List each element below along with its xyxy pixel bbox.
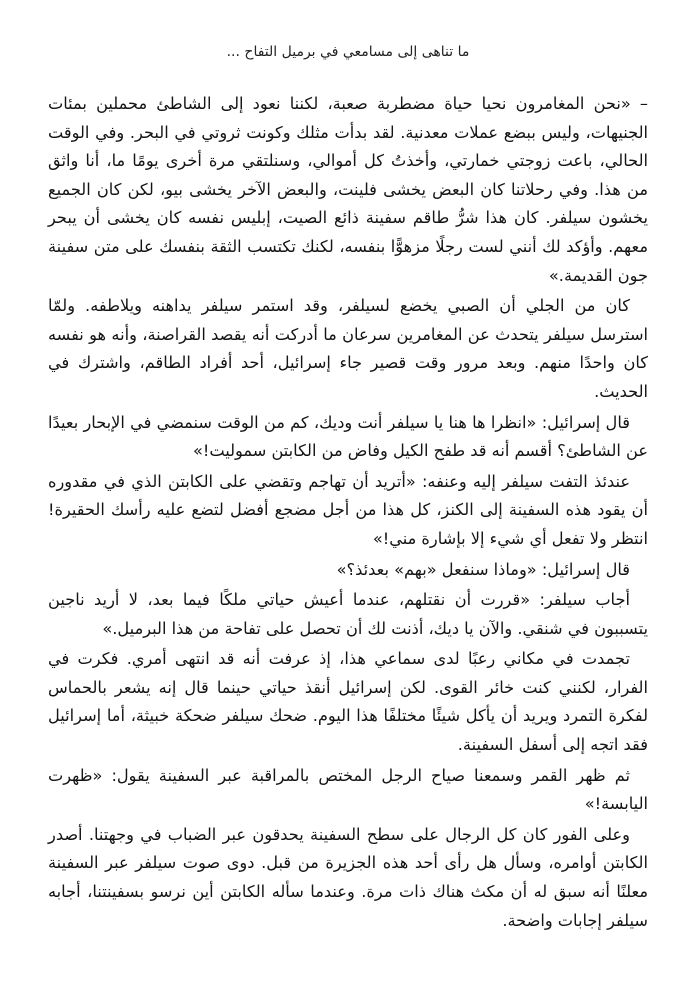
paragraph-4: عندئذ التفت سيلفر إليه وعنفه: «أتريد أن تهاجم وتقضي على الكابتن الذي في مقدوره أن يقود هذه السفينة إلى الكنز، كل هذا من أجل مضجع أفضل لتضع عليه رأسك الحقيرة! انتظر ولا تفعل أي شيء إلا بإشارة مني!»: [48, 471, 648, 548]
paragraph-1: – «نحن المغامرون نحيا حياة مضطربة صعبة، لكننا نعود إلى الشاطئ محملين بمئات الجنيهات، وليس ببضع عملات معدنية. لقد بدأت مثلك وكونت ثروتي في البحر. وفي الوقت الحالي، باعت زوجتي خمارتي، وأخذتُ كل أموالي، وسنلتقي مرة أخرى يومًا ما، أنا واثق من هذا. وفي رحلاتنا كان البعض يخشى فلينت، والبعض الآخر يخشى بيو، لكن كان الجميع يخشون سيلفر. كان هذا شرُّ طاقم سفينة ذائع الصيت، إبليس نفسه كان يخشى أن يبحر معهم. وأؤكد لك أنني لست رجلًا مزهوًّا بنفسه، لكنك تكتسب الثقة بنفسك على متن سفينة جون القديمة.»: [48, 94, 648, 285]
paragraph-7: تجمدت في مكاني رعبًا لدى سماعي هذا، إذ عرفت أنه قد انتهى أمري. فكرت في الفرار، لكنني كنت خائر القوى. لكن إسرائيل أنقذ حياتي حينما قال إنه يشعر بالحماس لفكرة التمرد ويريد أن يأكل شيئًا مختلفًا هذا اليوم. ضحك سيلفر ضحكة خبيثة، أما إسرائيل فقد اتجه إلى أسفل السفينة.: [48, 649, 648, 755]
paragraph-3: قال إسرائيل: «انظرا ها هنا يا سيلفر أنت وديك، كم من الوقت سنمضي في الإبحار بعيدًا عن الشاطئ؟ أقسم أنه قد طفح الكيل وفاض من الكابتن سموليت!»: [48, 412, 648, 461]
paragraph-9: وعلى الفور كان كل الرجال على سطح السفينة يحدقون عبر الضباب في وجهتنا. أصدر الكابتن أوامره، وسأل هل رأى أحد هذه الجزيرة من قبل. دوى صوت سيلفر عبر السفينة معلنًا أنه سبق له أن مكث هناك ذات مرة. وعندما سأله الكابتن أين نرسو بسفينتنا، أجابه سيلفر إجابات واضحة.: [48, 824, 648, 930]
paragraph-2: كان من الجلي أن الصبي يخضع لسيلفر، وقد استمر سيلفر يداهنه ويلاطفه. ولمّا استرسل سيلفر يتحدث عن المغامرين سرعان ما أدركت أنه يقصد القراصنة، وأنه هو نفسه كان واحدًا منهم. وبعد مرور وقت قصير جاء إسرائيل، أحد أفراد الطاقم، واشترك في الحديث.: [48, 296, 648, 401]
paragraph-8: ثم ظهر القمر وسمعنا صياح الرجل المختص بالمراقبة عبر السفينة يقول: «ظهرت اليابسة!»: [48, 765, 648, 814]
paragraph-6: أجاب سيلفر: «قررت أن نقتلهم، عندما أعيش حياتي ملكًا فيما بعد، لا أريد ناجين يتسببون في شنقي. والآن يا ديك، أذنت لك أن تحصل على تفاحة من هذا البرميل.»: [48, 590, 648, 638]
body-text: [48, 90, 648, 935]
running-header: ما تناهى إلى مسامعي في برميل التفاح ...: [226, 44, 470, 60]
paragraph-5: قال إسرائيل: «وماذا سنفعل «بهم» بعدئذ؟»: [336, 559, 630, 579]
